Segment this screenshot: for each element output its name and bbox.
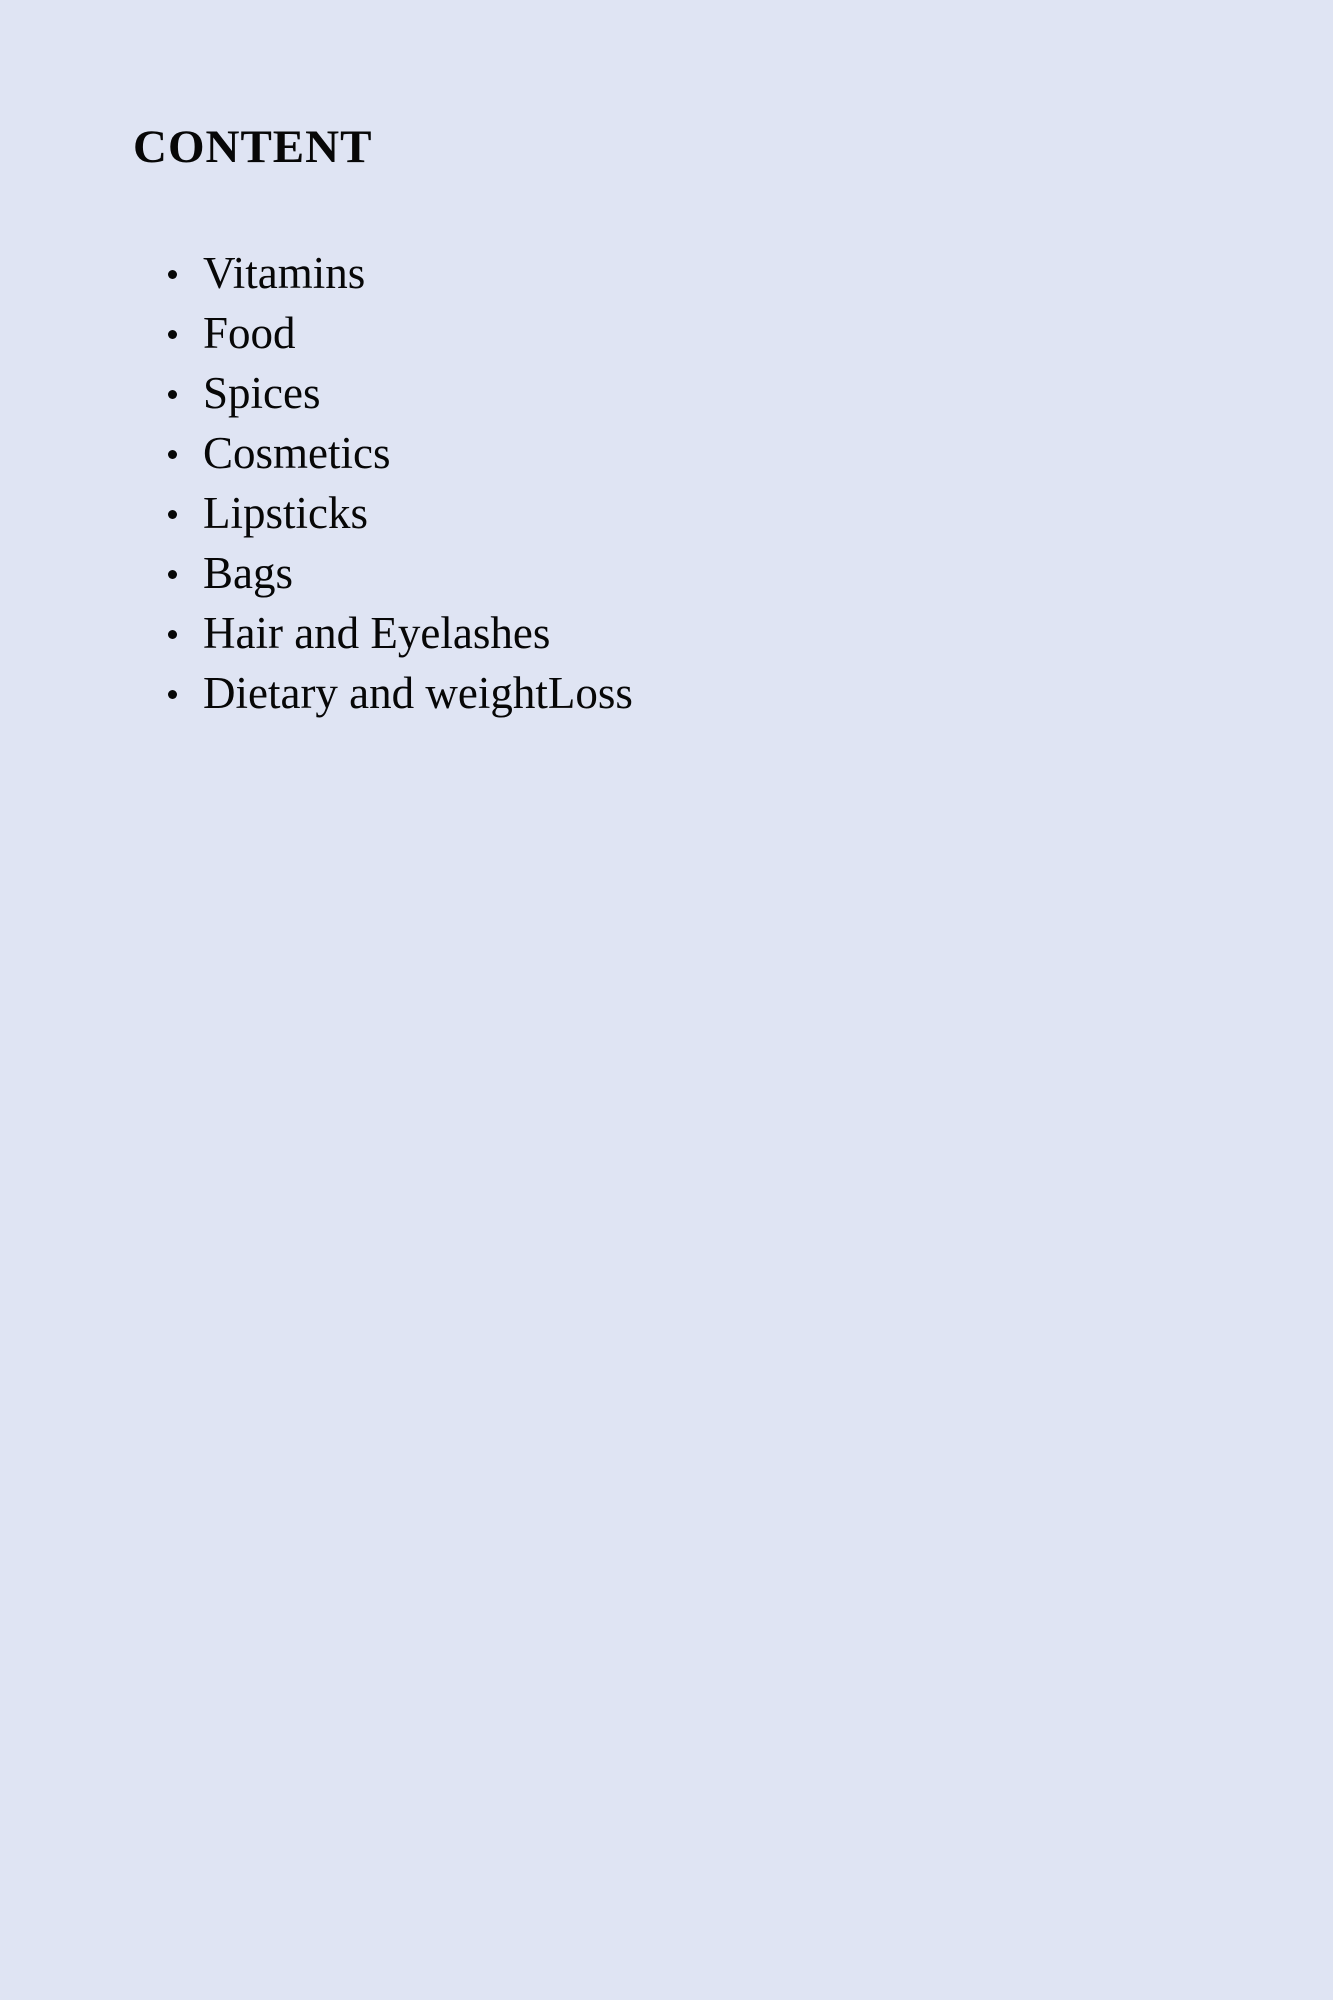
bullet-icon [168,330,177,339]
list-item [203,543,633,603]
list-item-label: Lipsticks [203,488,368,538]
list-item-label: Vitamins [203,248,366,298]
bullet-icon [168,390,177,399]
list-item [203,663,633,723]
list-item-label: Bags [203,548,293,598]
bullet-icon [168,510,177,519]
list-item [203,243,633,303]
list-item [203,303,633,363]
list-item [203,423,633,483]
bullet-icon [168,270,177,279]
list-item [203,603,633,663]
bullet-icon [168,690,177,699]
page-title: CONTENT [133,121,373,173]
list-item [203,363,633,423]
list-item-label: Food [203,308,296,358]
list-item-label: Dietary and weightLoss [203,668,633,718]
content-list [203,243,633,723]
list-item [203,483,633,543]
bullet-icon [168,450,177,459]
bullet-icon [168,570,177,579]
list-item-label: Cosmetics [203,428,391,478]
list-item-label: Hair and Eyelashes [203,608,551,658]
bullet-icon [168,630,177,639]
list-item-label: Spices [203,368,321,418]
